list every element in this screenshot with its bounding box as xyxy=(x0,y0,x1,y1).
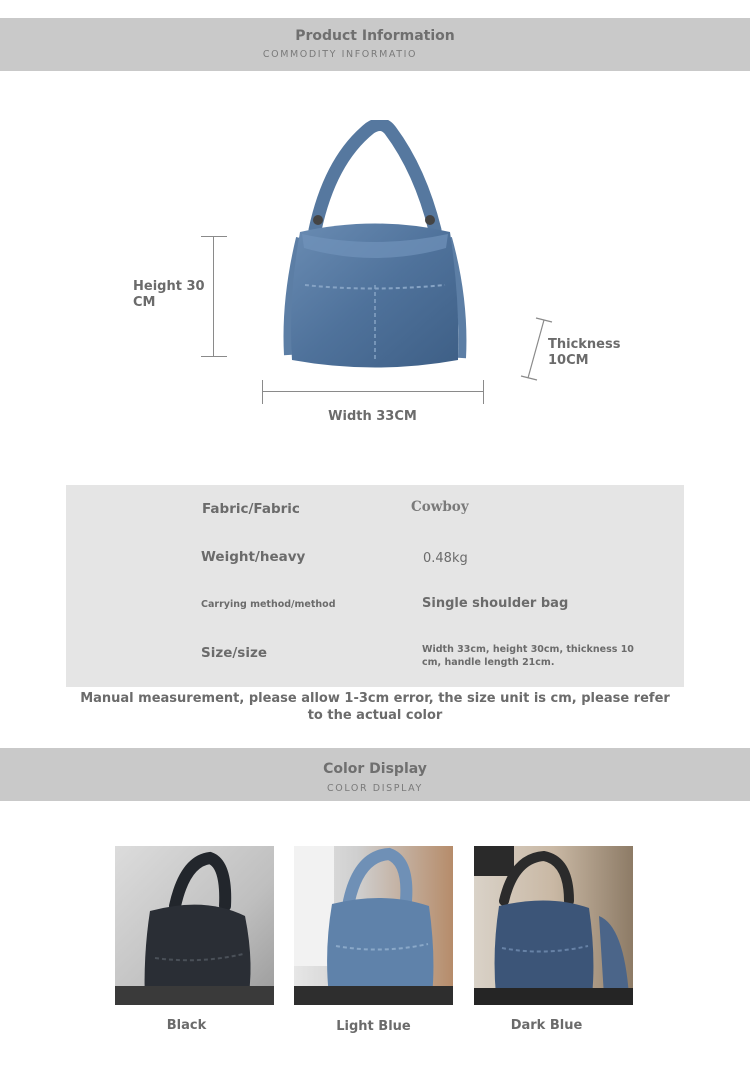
width-dimension-line xyxy=(262,391,484,392)
spec-value-fabric: Cowboy xyxy=(411,499,469,515)
spec-key-size: Size/size xyxy=(201,645,267,661)
color-display-header xyxy=(0,748,750,801)
spec-value-size: Width 33cm, height 30cm, thickness 10 cm, handle length 21cm. xyxy=(422,644,634,668)
spec-value-carrying: Single shoulder bag xyxy=(422,596,569,611)
spec-table xyxy=(66,485,684,687)
spec-value-weight: 0.48kg xyxy=(423,551,468,566)
color-label-black: Black xyxy=(166,1018,207,1033)
color-photo-dark-blue[interactable] xyxy=(474,846,633,1005)
spec-key-weight: Weight/heavy xyxy=(201,549,306,565)
height-dimension-cap-top xyxy=(201,236,227,237)
light-blue-bag-icon xyxy=(294,846,453,1005)
thickness-label: Thickness 10CM xyxy=(548,337,621,368)
dark-blue-bag-icon xyxy=(474,846,633,1005)
width-label: Width 33CM xyxy=(328,409,417,424)
bag-illustration xyxy=(270,120,480,375)
width-dimension-cap-left xyxy=(262,380,263,404)
measurement-note: Manual measurement, please allow 1-3cm error, the size unit is cm, please refer to the actual color xyxy=(80,691,670,723)
product-information-header xyxy=(0,18,750,71)
spec-key-carrying: Carrying method/method xyxy=(201,599,336,610)
color-photo-black[interactable] xyxy=(115,846,274,1005)
spec-key-fabric: Fabric/Fabric xyxy=(202,501,300,517)
color-photo-light-blue[interactable] xyxy=(294,846,453,1005)
section-title: Product Information xyxy=(295,28,455,44)
color-label-light-blue: Light Blue xyxy=(336,1019,411,1034)
section-subtitle: COLOR DISPLAY xyxy=(327,783,423,794)
color-label-dark-blue: Dark Blue xyxy=(510,1018,583,1033)
width-dimension-cap-right xyxy=(483,380,484,404)
section-title: Color Display xyxy=(323,761,427,777)
height-dimension-cap-bottom xyxy=(201,356,227,357)
height-dimension-line xyxy=(213,236,214,356)
black-bag-icon xyxy=(115,846,274,1005)
height-label: Height 30 CM xyxy=(133,279,205,310)
section-subtitle: COMMODITY INFORMATIO xyxy=(262,49,418,60)
